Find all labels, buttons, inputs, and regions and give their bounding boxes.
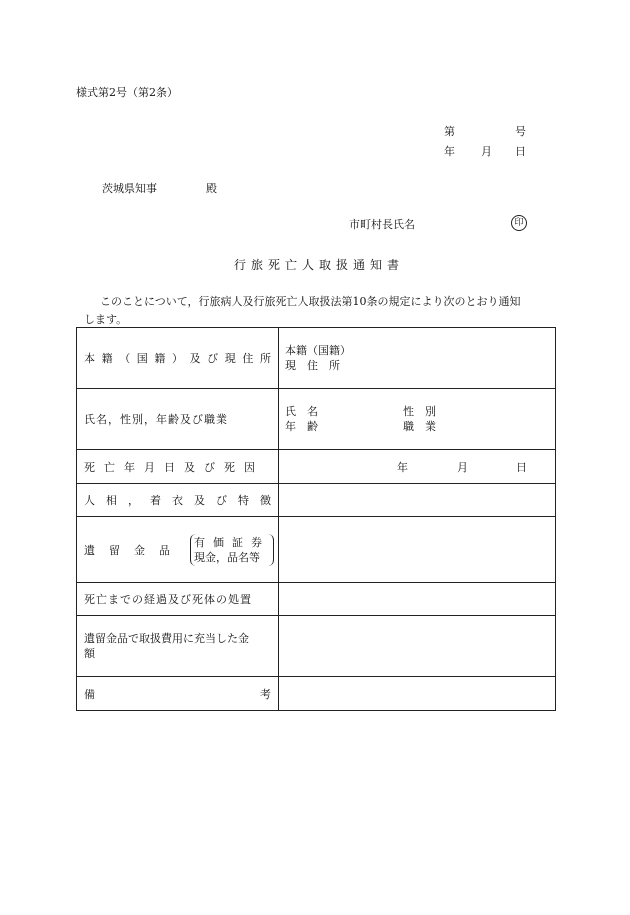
value-seibetsu: 性 別 — [403, 405, 436, 419]
value-cell-remarks[interactable] — [279, 677, 556, 711]
intro-line-1: このことについて，行旅病人及行旅死亡人取扱法第10条の規定により次のとおり通知 — [100, 295, 521, 308]
belongings-subtypes — [190, 534, 274, 566]
death-year: 年 — [397, 460, 408, 474]
label-cell — [77, 450, 279, 484]
table-row — [77, 328, 556, 389]
table-row — [77, 616, 556, 677]
value-genjusho: 現 住 所 — [285, 359, 340, 373]
value-shimei: 氏 名 — [285, 405, 318, 419]
label-address: 本 籍 （ 国 籍 ） 及 び 現 住 所 — [84, 352, 271, 366]
table-row — [77, 582, 556, 616]
label-cell — [77, 677, 279, 711]
label-cell — [77, 517, 279, 582]
label-remarks-b: 考 — [260, 687, 271, 701]
value-cell-address[interactable] — [279, 328, 556, 389]
sender-name-label: 市町村長氏名 — [349, 218, 415, 231]
table-row — [77, 677, 556, 711]
label-cell — [77, 389, 279, 450]
value-cell-course[interactable] — [279, 582, 556, 616]
label-cell — [77, 483, 279, 517]
label-death-date-cause: 死亡年月日及び死因 — [84, 460, 264, 474]
form-number: 様式第2号（第2条） — [76, 86, 178, 99]
table-row — [77, 389, 556, 450]
label-expenses-line1: 遺留金品で取扱費用に充当した金 — [84, 632, 249, 646]
seal-mark: 印 — [511, 215, 527, 231]
table-row — [77, 483, 556, 517]
doc-number-go: 号 — [515, 125, 526, 138]
date-day: 日 — [515, 145, 526, 158]
date-year: 年 — [444, 145, 455, 158]
value-cell-belongings[interactable] — [279, 517, 556, 582]
value-cell-personal[interactable] — [279, 389, 556, 450]
value-shokugyo: 職 業 — [403, 420, 436, 434]
notification-table — [76, 327, 556, 711]
death-month: 月 — [457, 460, 468, 474]
label-cell — [77, 582, 279, 616]
table-row — [77, 450, 556, 484]
label-expenses-line2: 額 — [84, 647, 95, 661]
value-cell-expenses[interactable] — [279, 616, 556, 677]
value-nenrei: 年 齢 — [285, 420, 318, 434]
doc-number-dai: 第 — [444, 125, 455, 138]
label-belongings: 遺留金品 — [84, 543, 184, 557]
addressee-honorific: 殿 — [206, 182, 217, 195]
label-cell — [77, 616, 279, 677]
value-cell-death-date[interactable] — [279, 450, 556, 484]
label-remarks-a: 備 — [84, 687, 95, 701]
label-securities: 有価証券 — [194, 535, 270, 549]
label-cell — [77, 328, 279, 389]
label-name-sex-age-job: 氏名，性別，年齢及び職業 — [84, 413, 228, 427]
label-cash-items: 現金，品名等 — [194, 550, 260, 564]
value-honseki: 本籍（国籍） — [285, 344, 351, 358]
label-course-disposal: 死亡までの経過及び死体の処置 — [84, 592, 252, 606]
addressee-name: 茨城県知事 — [102, 182, 157, 195]
table-row — [77, 517, 556, 582]
date-month: 月 — [481, 145, 492, 158]
intro-line-2: します。 — [84, 313, 128, 326]
label-appearance: 人 相 ， 着 衣 及 び 特 徴 — [84, 494, 271, 508]
document-title: 行旅死亡人取扱通知書 — [234, 258, 405, 272]
value-cell-appearance[interactable] — [279, 483, 556, 517]
death-day: 日 — [516, 460, 527, 474]
